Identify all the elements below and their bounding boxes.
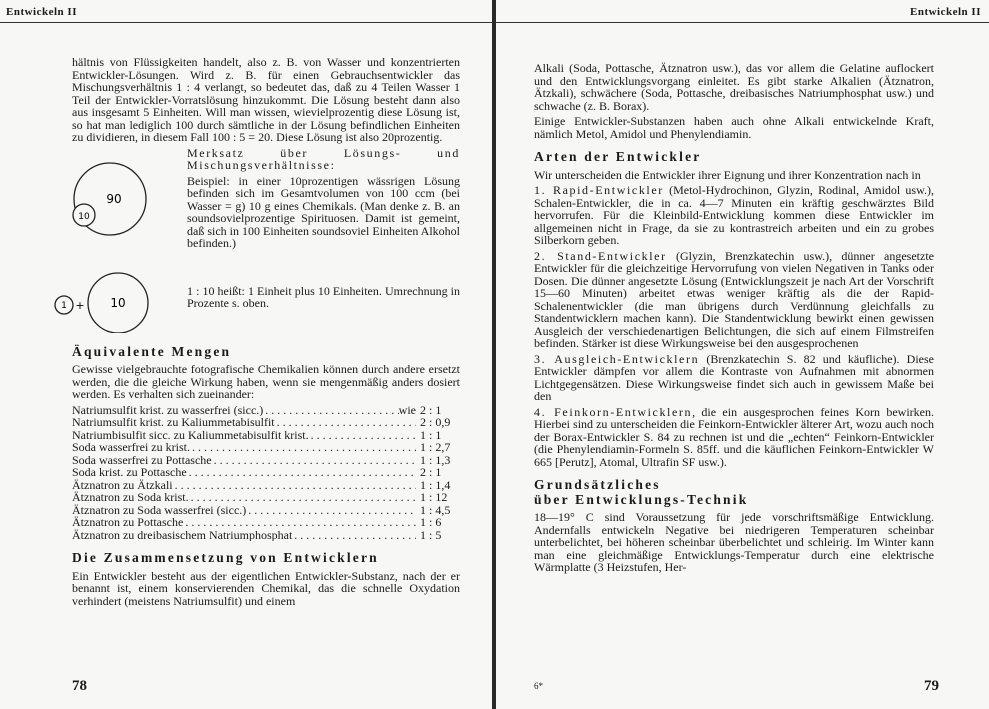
developer-type-lead: 2. Stand-Entwickler	[534, 248, 667, 263]
substances-paragraph: Einige Entwickler-Substanzen haben auch ohne Alkali entwickelnde Kraft, nämlich Metol, Amidol und Phenylendiamin.	[534, 114, 934, 141]
equivalent-label: Soda wasserfrei zu Pottasche	[72, 453, 212, 466]
developer-types-list	[534, 184, 934, 468]
equivalent-label: Natriumsulfit krist. zu wasserfrei (sicc.)	[72, 403, 264, 416]
alkali-paragraph: Alkali (Soda, Pottasche, Ätznatron usw.), das vor allem die Gelatine auflockert und den Entwicklungsvorgang einleitet. Es gibt starke Alkalien (Ätznatron, Ätzkali), schwächere (Soda, Pottasche, dreibasisches Natriumphosphat usw.) und schwache (z. B. Borax).	[534, 61, 934, 113]
page-number-left: 78	[72, 678, 87, 694]
running-head-left: Entwickeln II	[6, 6, 77, 18]
leader-dots	[263, 404, 398, 417]
arten-intro: Wir unterscheiden die Entwickler ihrer Eignung und ihrer Konzentration nach in	[534, 167, 921, 182]
zusammensetzung-text: Ein Entwickler besteht aus der eigentlichen Entwickler-Substanz, nach der er benannt ist, einem konservierenden Chemikal, das die schnelle Oxydation verhindert (meistens Natriumsulfit) und einem	[72, 568, 460, 608]
developer-type-text: (Glyzin, Brenzkatechin usw.), dünner angesetzte Entwickler für die gleichzeitige Hervorrufung von vielen Negativen in Tanks oder Dosen. Die dünner angesetzte Lösung (Entwicklungszeit je nach Art der Vorschrift 15—60 Minuten) arbeitet etwas weniger kräftig als die der Rapid-Schalenentwickler (die man übrigens durch Verdünnung gleichfalls zu Standentwicklern machen kann). Die Standentwicklung bewirkt einen gewissen Ausgleich der verschiedenartigen Belichtungen, die sich auf einem Filmstreifen befinden. Stärker ist diese Wirkungsweise bei den ausgesprochenen	[534, 248, 934, 350]
equivalent-ratio: 1 : 4,5	[420, 503, 451, 516]
developer-type-item	[534, 406, 934, 469]
equivalent-ratio: 1 : 1,3	[420, 453, 451, 466]
circle-label-90: 90	[106, 191, 122, 206]
equivalent-row	[72, 404, 460, 417]
leader-dots	[183, 516, 416, 529]
leader-dots	[190, 441, 416, 454]
merksatz-block	[61, 145, 460, 335]
ratio-note: 1 : 10 heißt: 1 Einheit plus 10 Einheiten. Umrechnung in Prozente s. oben.	[187, 283, 460, 310]
developer-type-text: (Metol-Hydrochinon, Glyzin, Rodinal, Amidol usw.), Schalen-Entwickler, die in ca. 4—7 Minuten ein kräftig geschwärztes Bild hervorrufen. Für die Kleinbild-Entwicklung kommen diese Entwickler im allgemeinen nicht in Frage, da sie zu kontrastreich arbeiten und ein zu grobes Silberkorn geben.	[534, 183, 934, 247]
equivalent-ratio: 2 : 1	[420, 466, 442, 479]
circle-label-10: 10	[78, 211, 90, 222]
left-page-content	[61, 55, 460, 610]
heading-grundsaetzliches-1: Grundsätzliches	[534, 477, 661, 492]
intro-paragraph: hältnis von Flüssigkeiten handelt, also z. B. von Wasser und konzentrierten Entwickler-Lösungen. Wird z. B. für einen Gebrauchsentwickler das Mischungsverhältnis 1 : 4 verlangt, so bedeutet das, daß zu 4 Teilen Wasser 1 Teil der Entwickler-Vorratslösung hinzukommt. Die Lösung besteht dann also aus insgesamt 5 Einheiten. Will man wissen, wievielprozentig diese Lösung ist, so hat man lediglich 100 durch sämtliche in der Lösung befindlichen Einheiten zu dividieren, in diesem Fall 100 : 5 = 20. Diese Lösung ist also 20prozentig.	[72, 55, 460, 144]
developer-type-lead: 4. Feinkorn-Entwicklern	[534, 404, 693, 419]
equivalent-label: Soda krist. zu Pottasche	[72, 466, 187, 479]
signature-mark: 6*	[534, 681, 543, 691]
equivalent-ratio: 1 : 5	[420, 528, 442, 541]
equivalent-label: Ätznatron zu dreibasischem Natriumphosphat	[72, 528, 293, 541]
heading-zusammensetzung: Die Zusammensetzung von Entwicklern	[72, 550, 379, 565]
developer-type-text: (Brenzkatechin S. 82 und käufliche). Diese Entwickler dämpfen vor allem die Kontraste von Aufnahmen mit abnormen Lichtgegensätzen. Diese Wirkungsweise findet sich auch in gewissem Maße bei den	[534, 351, 934, 403]
equivalent-row	[72, 491, 460, 504]
aequivalente-intro: Gewisse vielgebrauchte fotografische Chemikalien können durch andere ersetzt werden, die die gleiche Wirkung haben, wenn sie mengenmäßig anders dosiert werden. Es verhalten sich zueinander:	[72, 362, 460, 401]
circle-label-1: 1	[61, 300, 67, 311]
developer-type-item	[534, 353, 934, 403]
equivalent-row	[72, 504, 460, 517]
equivalent-label: Ätznatron zu Soda krist.	[72, 491, 189, 504]
equivalent-row	[72, 466, 460, 479]
technik-text: 18—19° C sind Voraussetzung für jede vorschriftsmäßige Entwicklung. Andernfalls entwickeln Negative bei niedrigeren Temperaturen scheinbar unterbelichtet, bei höheren scheinbar überbelichtet und schleirig. Im Winter kann man eine gleichmäßige Entwicklungs-Temperatur durch eine elektrische Wärmplatte (3 Heizstufen, Her-	[534, 510, 934, 574]
header-rule-right	[496, 22, 989, 23]
equivalent-row	[72, 516, 460, 529]
equivalent-ratio: 2 : 0,9	[420, 416, 451, 429]
header-rule-left	[0, 22, 492, 23]
developer-type-text: , die ein ausgesprochen feines Korn bewirken. Hierbei sind zu unterscheiden die Feinkorn-Entwickler älterer Art, wozu auch noch der Borax-Entwickler S. 84 zu rechnen ist und die „echten“ Feinkorn-Entwickler (die Phenylendiamin-Formeln S. 85ff. und die käuflichen Feinkorn-Entwickler W 665 [Perutz], Atomal, Ultrafin SF usw.).	[534, 404, 934, 469]
equivalent-row	[72, 529, 460, 542]
equivalent-ratio: 1 : 6	[420, 516, 442, 529]
developer-type-lead: 1. Rapid-Entwickler	[534, 183, 664, 197]
equivalent-suffix: wie	[398, 403, 416, 416]
merksatz-title: Merksatz über Lösungs- und Mischungsverhältnisse:	[187, 145, 460, 172]
equivalent-row	[72, 441, 460, 454]
merksatz-example: Beispiel: in einer 10prozentigen wässrigen Lösung befinden sich im Gesamtvolumen von 100 ccm (bei Wasser = g) 10 g eines Chemikals. (Man denke z. B. an soundsovielprozentige Spirituosen. Damit ist gemeint, daß sich in 100 Einheiten soundsoviel Einheiten Alkohol befinden.)	[187, 173, 460, 250]
developer-type-item	[534, 184, 934, 247]
equivalent-label: Ätznatron zu Soda wasserfrei (sicc.)	[72, 503, 247, 516]
equivalent-label: Ätznatron zu Ätzkali	[72, 478, 173, 491]
right-page	[496, 0, 989, 709]
equivalent-ratio: 1 : 1	[420, 428, 442, 441]
equivalents-list	[72, 404, 460, 542]
developer-type-item	[534, 250, 934, 350]
equivalent-label: Ätznatron zu Pottasche	[72, 516, 184, 529]
page-number-right: 79	[924, 678, 939, 694]
leader-dots	[275, 416, 416, 429]
leader-dots	[292, 529, 416, 542]
leader-dots	[189, 491, 416, 504]
equivalent-ratio: 2 : 1	[420, 403, 442, 416]
equivalent-ratio: 1 : 12	[420, 491, 448, 504]
developer-type-lead: 3. Ausgleich-Entwicklern	[534, 351, 700, 366]
equivalent-label: Natriumbisulfit sicc. zu Kaliummetabisulfit krist.	[72, 428, 309, 441]
equivalent-row	[72, 454, 460, 467]
equivalent-ratio: 1 : 2,7	[420, 441, 451, 454]
equivalent-label: Natriumsulfit krist. zu Kaliummetabisulfit	[72, 416, 275, 429]
heading-grundsaetzliches-2: über Entwicklungs-Technik	[534, 491, 749, 507]
left-page	[0, 0, 492, 709]
equivalent-label: Soda wasserfrei zu krist.	[72, 441, 190, 454]
equivalent-ratio: 1 : 1,4	[420, 478, 451, 491]
leader-dots	[246, 504, 416, 517]
leader-dots	[212, 454, 416, 467]
leader-dots	[309, 429, 416, 442]
ratio-diagram	[54, 153, 174, 333]
right-page-content	[534, 62, 934, 577]
heading-aequivalente-mengen: Äquivalente Mengen	[72, 343, 232, 359]
equivalent-row	[72, 479, 460, 492]
plus-sign: +	[75, 298, 85, 312]
circle-label-10-units: 10	[110, 295, 126, 310]
leader-dots	[187, 466, 416, 479]
equivalent-row	[72, 416, 460, 429]
merksatz-text-block	[187, 147, 460, 253]
equivalent-row	[72, 429, 460, 442]
leader-dots	[173, 479, 416, 492]
running-head-right: Entwickeln II	[910, 6, 981, 18]
heading-arten-der-entwickler: Arten der Entwickler	[534, 149, 702, 164]
